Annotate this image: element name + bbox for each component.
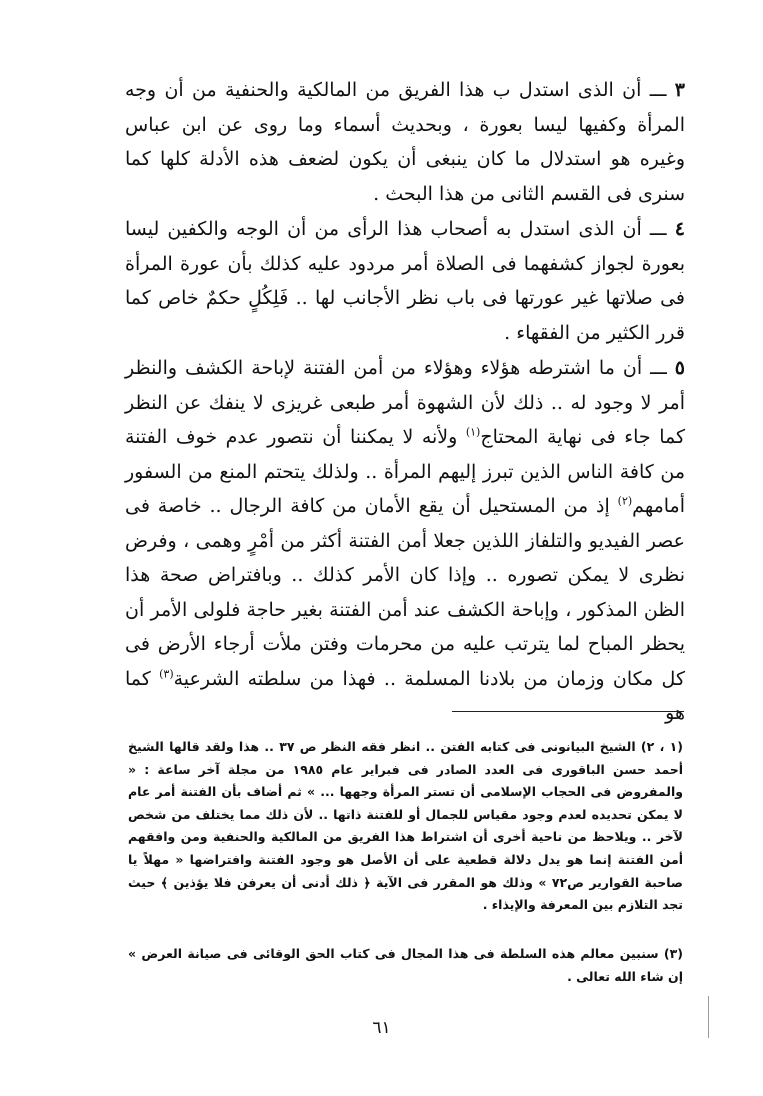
footnote-1-2: (١ ، ٢) الشيخ البيانونى فى كتابه الفتن .. انظر فقه النظر ص ٣٧ .. هذا ولقد قالها الشيخ أحمد حسن الباقورى فى العدد الصادر فى فبراير عام ١٩٨٥ من مجلة آخر ساعة : « والمفروض فى الحجاب الإسلامى أن تستر المرأة وجهها ... » ثم أضاف بأن الفتنة أمر عام لا يمكن تحديده لعدم وجود مقياس للجمال أو للفتنة ذاتها .. لأن ذلك مما يختلف من شخص لآخر .. ويلاحظ من ناحية أخرى أن اشتراط هذا الفريق من المالكية والحنفية ومن وافقهم أمن الفتنة إنما هو يدل دلالة قطعية على أن الأصل هو وجود الفتنة وافتراضها « مهلاً يا صاحبة القوارير ص٧٢ » وذلك هو المقرر فى الآية ﴿ ذلك أدنى أن يعرفن فلا يؤذين ﴾ حيث تجد التلازم بين المعرفة والإيذاء . <box>128 739 683 913</box>
footnote-separator <box>452 711 684 712</box>
paragraph-text: إذ من المستحيل أن يقع الأمان من كافة الرجال .. خاصة فى عصر الفيديو والتلفاز اللذين جعلا أمن الفتنة أكثر من أمْرٍ وهمى ، وفرض نظرى لا يمكن تصوره .. وإذا كان الأمر كذلك .. وبافتراض صحة هذا الظن المذكور ، وإباحة الكشف عند أمن الفتنة بغير حاجة فلولى الأمر أن يحظر المباح لما يترتب عليه من محرمات وفتن ملأت أرجاء الأرض فى كل مكان وزمان من بلادنا المسلمة .. فهذا من سلطته الشرعية <box>125 495 685 690</box>
paragraph-text: أن الذى استدل به أصحاب هذا الرأى من أن الوجه والكفين ليسا بعورة لجواز كشفهما فى الصلاة أمر مردود عليه كذلك بأن عورة المرأة فى صلاتها غير عورتها فى باب نظر الأجانب لها .. فَلِكُلٍ حكمٌ خاص كما قرر الكثير من الفقهاء . <box>125 218 685 344</box>
paragraph-number: ٣ <box>674 79 685 101</box>
paragraph-text: أن ما اشترطه هؤلاء وهؤلاء من أمن الفتنة لإباحة الكشف والنظر أمر لا وجود له .. ذلك لأن الشهوة أمر طبعى غريزى لا ينفك عن النظر كما جاء فى نهاية المحتاج <box>125 357 686 448</box>
footnote-3: (٣) سنبين معالم هذه السلطة فى هذا المجال فى كتاب الحق الوقائى فى صيانة العرض » إن شاء الله تعالى . <box>128 946 683 984</box>
paragraph-number: ٤ <box>674 218 685 240</box>
page-number: ٦١ <box>372 1018 391 1038</box>
paragraph-dash: ـــ <box>642 357 675 379</box>
footnote-ref-2: (٢) <box>617 494 633 508</box>
paragraph-5 <box>125 351 685 731</box>
paragraph-text: كما هو <box>125 667 685 724</box>
paragraph-3 <box>125 73 685 211</box>
footnote-ref-3: (٣) <box>159 667 174 681</box>
footnote-ref-1: (١) <box>465 425 481 439</box>
paragraph-dash: ـــ <box>641 79 675 101</box>
paragraph-number: ٥ <box>674 357 685 379</box>
paragraph-text: أن الذى استدل ب هذا الفريق من المالكية والحنفية من أن وجه المرأة وكفيها ليسا بعورة ، وبحديث أسماء وما روى عن ابن عباس وغيره هو استدلال ما كان ينبغى أن يكون لضعف هذه الأدلة كلها كما سنرى فى القسم الثانى من هذا البحث . <box>125 79 685 205</box>
paragraph-text: ولأنه لا يمكننا أن نتصور عدم خوف الفتنة من كافة الناس الذين تبرز إليهم المرأة .. ولذلك يتحتم المنع من السفور أمامهم <box>125 426 685 517</box>
paragraph-4 <box>125 212 685 350</box>
paragraph-dash: ـــ <box>641 218 675 240</box>
